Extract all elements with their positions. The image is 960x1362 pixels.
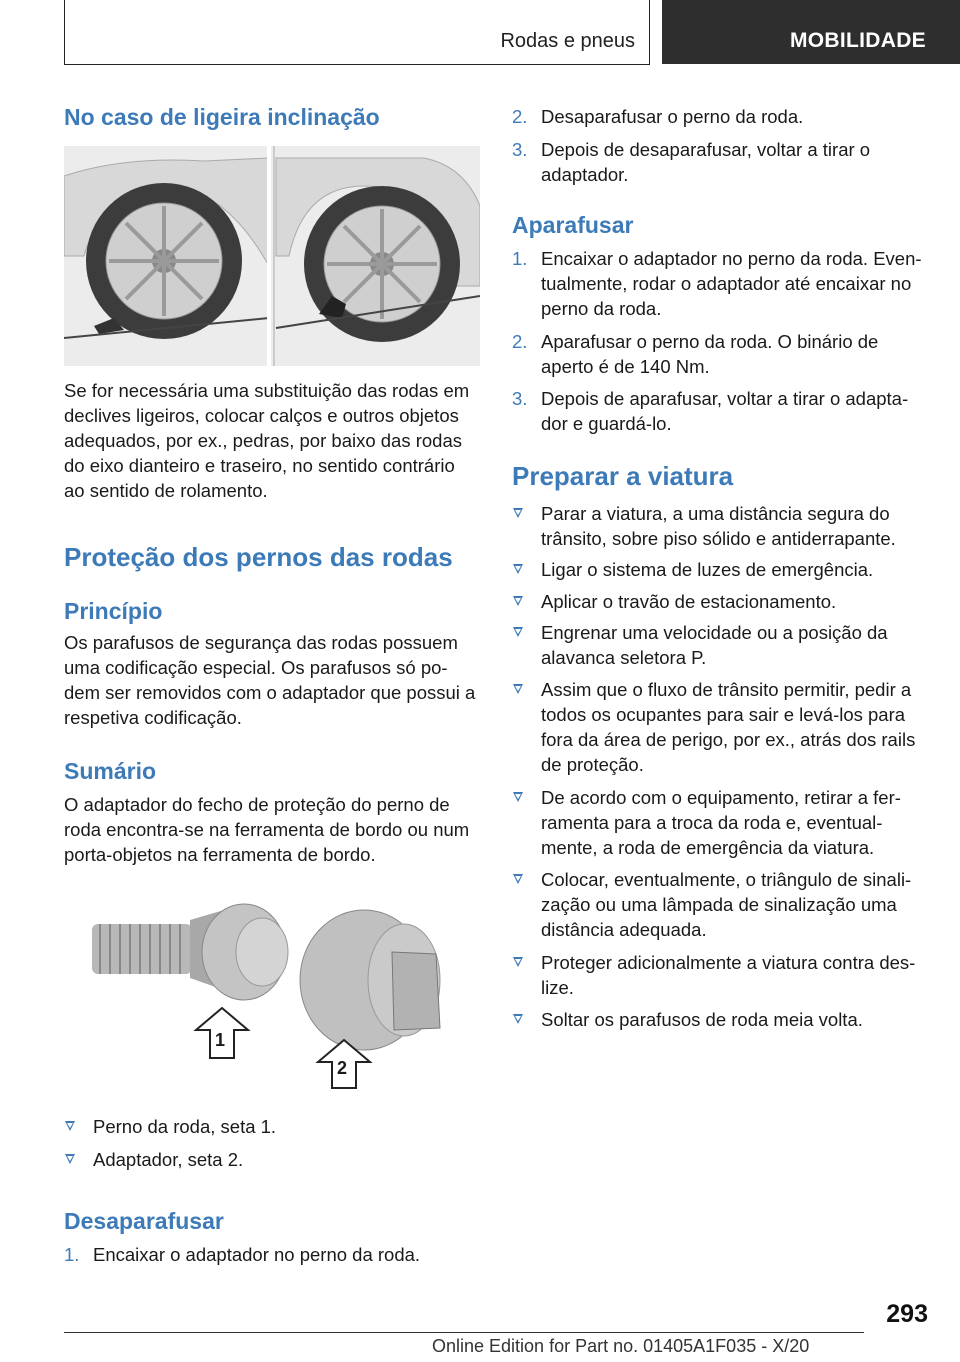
header-section-title: Rodas e pneus bbox=[500, 30, 635, 52]
list-item: Engrenar uma velocidade ou a posição da alavanca seletora P. bbox=[512, 620, 932, 670]
heading-unscrew: Desaparafusar bbox=[64, 1208, 224, 1234]
wheels-illustration bbox=[64, 146, 480, 366]
triangle-bullet-icon bbox=[65, 1121, 75, 1131]
heading-prepare-vehicle: Preparar a viatura bbox=[512, 461, 734, 491]
list-item: Proteger adicionalmente a viatura contra des‐ lize. bbox=[512, 950, 932, 1000]
triangle-bullet-icon bbox=[65, 1154, 75, 1164]
figure-wheels-on-incline bbox=[64, 146, 480, 366]
triangle-bullet-icon bbox=[513, 792, 523, 802]
heading-wheel-lock-protection: Proteção dos pernos das rodas bbox=[64, 542, 453, 572]
step-item: 1. Encaixar o adaptador no perno da roda. bbox=[64, 1244, 421, 1265]
list-item: Aplicar o travão de estacionamento. bbox=[512, 589, 932, 614]
step-item: 2. Desaparafusar o perno da roda. bbox=[512, 106, 804, 127]
triangle-bullet-icon bbox=[513, 1014, 523, 1024]
step-item: 1. Encaixar o adaptador no perno da roda. Even‐ tualmente, rodar o adaptador até encaixar no perno da roda. bbox=[512, 248, 922, 319]
list-item: De acordo com o equipamento, retirar a fer‐ ramenta para a troca da roda e, eventual‐ mente, a roda de emergência da viatura. bbox=[512, 785, 932, 860]
heading-overview: Sumário bbox=[64, 758, 157, 784]
triangle-bullet-icon bbox=[513, 508, 523, 518]
list-item: Soltar os parafusos de roda meia volta. bbox=[512, 1007, 932, 1032]
triangle-bullet-icon bbox=[513, 627, 523, 637]
bolt-adapter-illustration bbox=[64, 880, 480, 1092]
list-item: Parar a viatura, a uma distância segura do trânsito, sobre piso sólido e antiderrapante. bbox=[512, 501, 932, 551]
edition-footer: Online Edition for Part no. 01405A1F035 - X/20 bbox=[432, 1336, 810, 1356]
triangle-bullet-icon bbox=[513, 564, 523, 574]
list-item: Colocar, eventualmente, o triângulo de sinali‐ zação ou uma lâmpada de sinalização uma distância adequada. bbox=[512, 867, 932, 942]
arrow-label-2: 2 bbox=[337, 1058, 348, 1078]
paragraph-slight-incline: Se for necessária uma substituição das rodas em declives ligeiros, colocar calços e outros objetos adequados, por ex., pedras, por baixo das rodas do eixo dianteiro e traseiro, no sentido contrário ao sentido de rolamento. bbox=[64, 380, 470, 501]
header-chapter-box bbox=[662, 0, 960, 64]
triangle-bullet-icon bbox=[513, 596, 523, 606]
step-item: 3. Depois de desaparafusar, voltar a tirar o adaptador. bbox=[512, 139, 871, 185]
page-number: 293 bbox=[886, 1300, 928, 1328]
step-item: 3. Depois de aparafusar, voltar a tirar o adapta‐ dor e guardá-lo. bbox=[512, 388, 909, 434]
list-item: Ligar o sistema de luzes de emergência. bbox=[512, 557, 932, 582]
list-item: Assim que o fluxo de trânsito permitir, pedir a todos os ocupantes para sair e levá-los para fora da área de perigo, por ex., atrás dos rails de proteção. bbox=[512, 677, 932, 777]
list-item: Adaptador, seta 2. bbox=[64, 1147, 480, 1172]
heading-slight-incline: No caso de ligeira inclinação bbox=[64, 104, 380, 130]
header-section-box bbox=[64, 0, 650, 65]
footer-divider bbox=[64, 1332, 864, 1333]
triangle-bullet-icon bbox=[513, 874, 523, 884]
step-item: 2. Aparafusar o perno da roda. O binário de aperto é de 140 Nm. bbox=[512, 331, 879, 377]
triangle-bullet-icon bbox=[513, 684, 523, 694]
figure-bolt-and-adapter bbox=[64, 880, 480, 1092]
triangle-bullet-icon bbox=[513, 957, 523, 967]
paragraph-overview: O adaptador do fecho de proteção do perno de roda encontra-se na ferramenta de bordo ou num porta-objetos na ferramenta de bordo. bbox=[64, 794, 470, 865]
list-item: Perno da roda, seta 1. bbox=[64, 1114, 480, 1139]
header-chapter-title: MOBILIDADE bbox=[790, 29, 926, 52]
arrow-label-1: 1 bbox=[215, 1030, 226, 1050]
heading-screw: Aparafusar bbox=[512, 212, 634, 238]
heading-principle: Princípio bbox=[64, 598, 163, 624]
paragraph-principle: Os parafusos de segurança das rodas possuem uma codificação especial. Os parafusos só po‐ dem ser removidos com o adaptador que possui a respetiva codificação. bbox=[64, 632, 476, 728]
